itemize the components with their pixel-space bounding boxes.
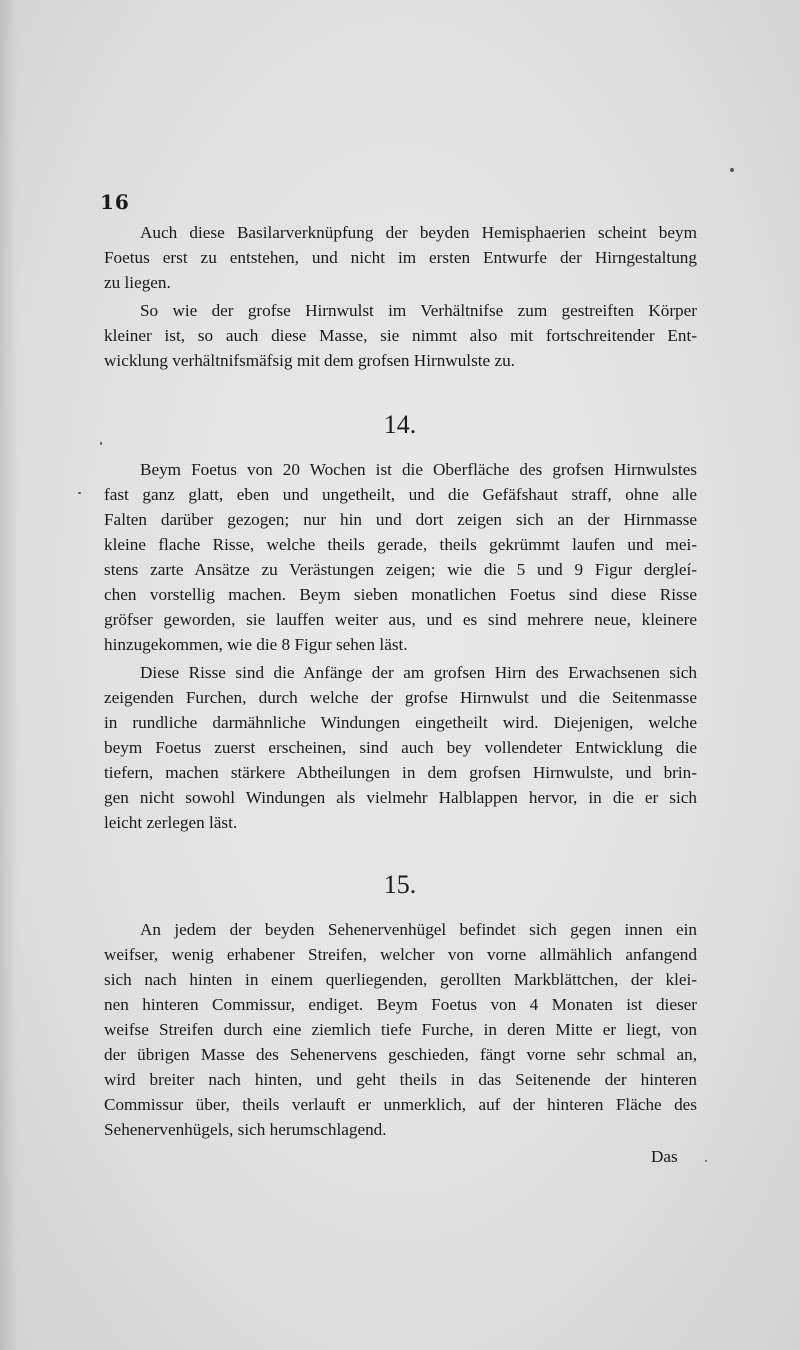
scan-speck: [730, 168, 734, 172]
text-line: kleiner ist, so auch diese Masse, sie nimmt also mit fortschreitender Ent-: [104, 326, 697, 345]
text-line: Foetus erst zu entstehen, und nicht im ersten Entwurfe der Hirngestaltung: [104, 248, 697, 267]
text-line: weifser, wenig erhabener Streifen, welcher von vorne allmählich anfangend: [104, 945, 697, 964]
text-line: zeigenden Furchen, durch welche der grofse Hirnwulst und die Seitenmasse: [104, 688, 697, 707]
text-line: sich nach hinten in einem querliegenden, gerollten Markblättchen, der klei-: [104, 970, 697, 989]
text-line: in rundliche darmähnliche Windungen eingetheilt wird. Diejenigen, welche: [104, 713, 697, 732]
paragraph-basilar: [104, 220, 697, 370]
text-line: Auch diese Basilarverknüpfung der beyden Hemisphaerien scheint beym: [140, 223, 697, 242]
text-line: beym Foetus zuerst erscheinen, sind auch bey vollendeter Entwicklung die: [104, 738, 697, 757]
scan-speck: [78, 492, 81, 494]
section-heading-14: 14.: [383, 410, 417, 439]
page-number: 16: [100, 190, 130, 214]
text-line: leicht zerlegen läst.: [104, 813, 238, 832]
text-line: wird breiter nach hinten, und geht theils in das Seitenende der hinteren: [104, 1070, 697, 1089]
section-15-body: [104, 917, 697, 1147]
section-14-body: [104, 457, 697, 837]
text-line: An jedem der beyden Sehenervenhügel befindet sich gegen innen ein: [140, 920, 697, 939]
text-line: kleine flache Risse, welche theils gerade, theils gekrümmt laufen und mei-: [104, 535, 697, 554]
text-line: Falten darüber gezogen; nur hin und dort zeigen sich an der Hirnmasse: [104, 510, 697, 529]
text-line: der übrigen Masse des Sehenervens geschieden, fängt vorne sehr schmal an,: [104, 1045, 697, 1064]
scan-speck: [100, 442, 102, 445]
text-line: tiefern, machen stärkere Abtheilungen in dem grofsen Hirnwulste, und brin-: [104, 763, 697, 782]
text-line: Beym Foetus von 20 Wochen ist die Oberfläche des grofsen Hirnwulstes: [140, 460, 697, 479]
text-line: Sehenervenhügels, sich herumschlagend.: [104, 1120, 387, 1139]
section-heading-15: 15.: [383, 870, 417, 899]
text-line: So wie der grofse Hirnwulst im Verhältnifse zum gestreiften Körper: [140, 301, 697, 320]
text-line: hinzugekommen, wie die 8 Figur sehen läst.: [104, 635, 408, 654]
text-line: fast ganz glatt, eben und ungetheilt, und die Gefäfshaut straff, ohne alle: [104, 485, 697, 504]
text-line: weifse Streifen durch eine ziemlich tiefe Furche, in deren Mitte er liegt, von: [104, 1020, 697, 1039]
scan-speck: [705, 1160, 707, 1162]
text-line: nen hinteren Commissur, endiget. Beym Foetus von 4 Monaten ist dieser: [104, 995, 697, 1014]
text-line: stens zarte Ansätze zu Verästungen zeigen; wie die 5 und 9 Figur dergleí-: [104, 560, 697, 579]
text-line: zu liegen.: [104, 273, 171, 292]
text-line: Diese Risse sind die Anfänge der am grofsen Hirn des Erwachsenen sich: [140, 663, 697, 682]
text-line: gen nicht sowohl Windungen als vielmehr Halblappen hervor, in die er sich: [104, 788, 697, 807]
text-line: Commissur über, theils verlauft er unmerklich, auf der hinteren Fläche des: [104, 1095, 697, 1114]
catchword: Das: [651, 1147, 678, 1166]
text-line: gröfser geworden, sie lauffen weiter aus, und es sind mehrere neue, kleinere: [104, 610, 697, 629]
text-line: chen vorstellig machen. Beym sieben monatlichen Foetus sind diese Risse: [104, 585, 697, 604]
page-fold-shadow: [0, 0, 18, 1350]
text-line: wicklung verhältnifsmäfsig mit dem grofsen Hirnwulste zu.: [104, 351, 515, 370]
